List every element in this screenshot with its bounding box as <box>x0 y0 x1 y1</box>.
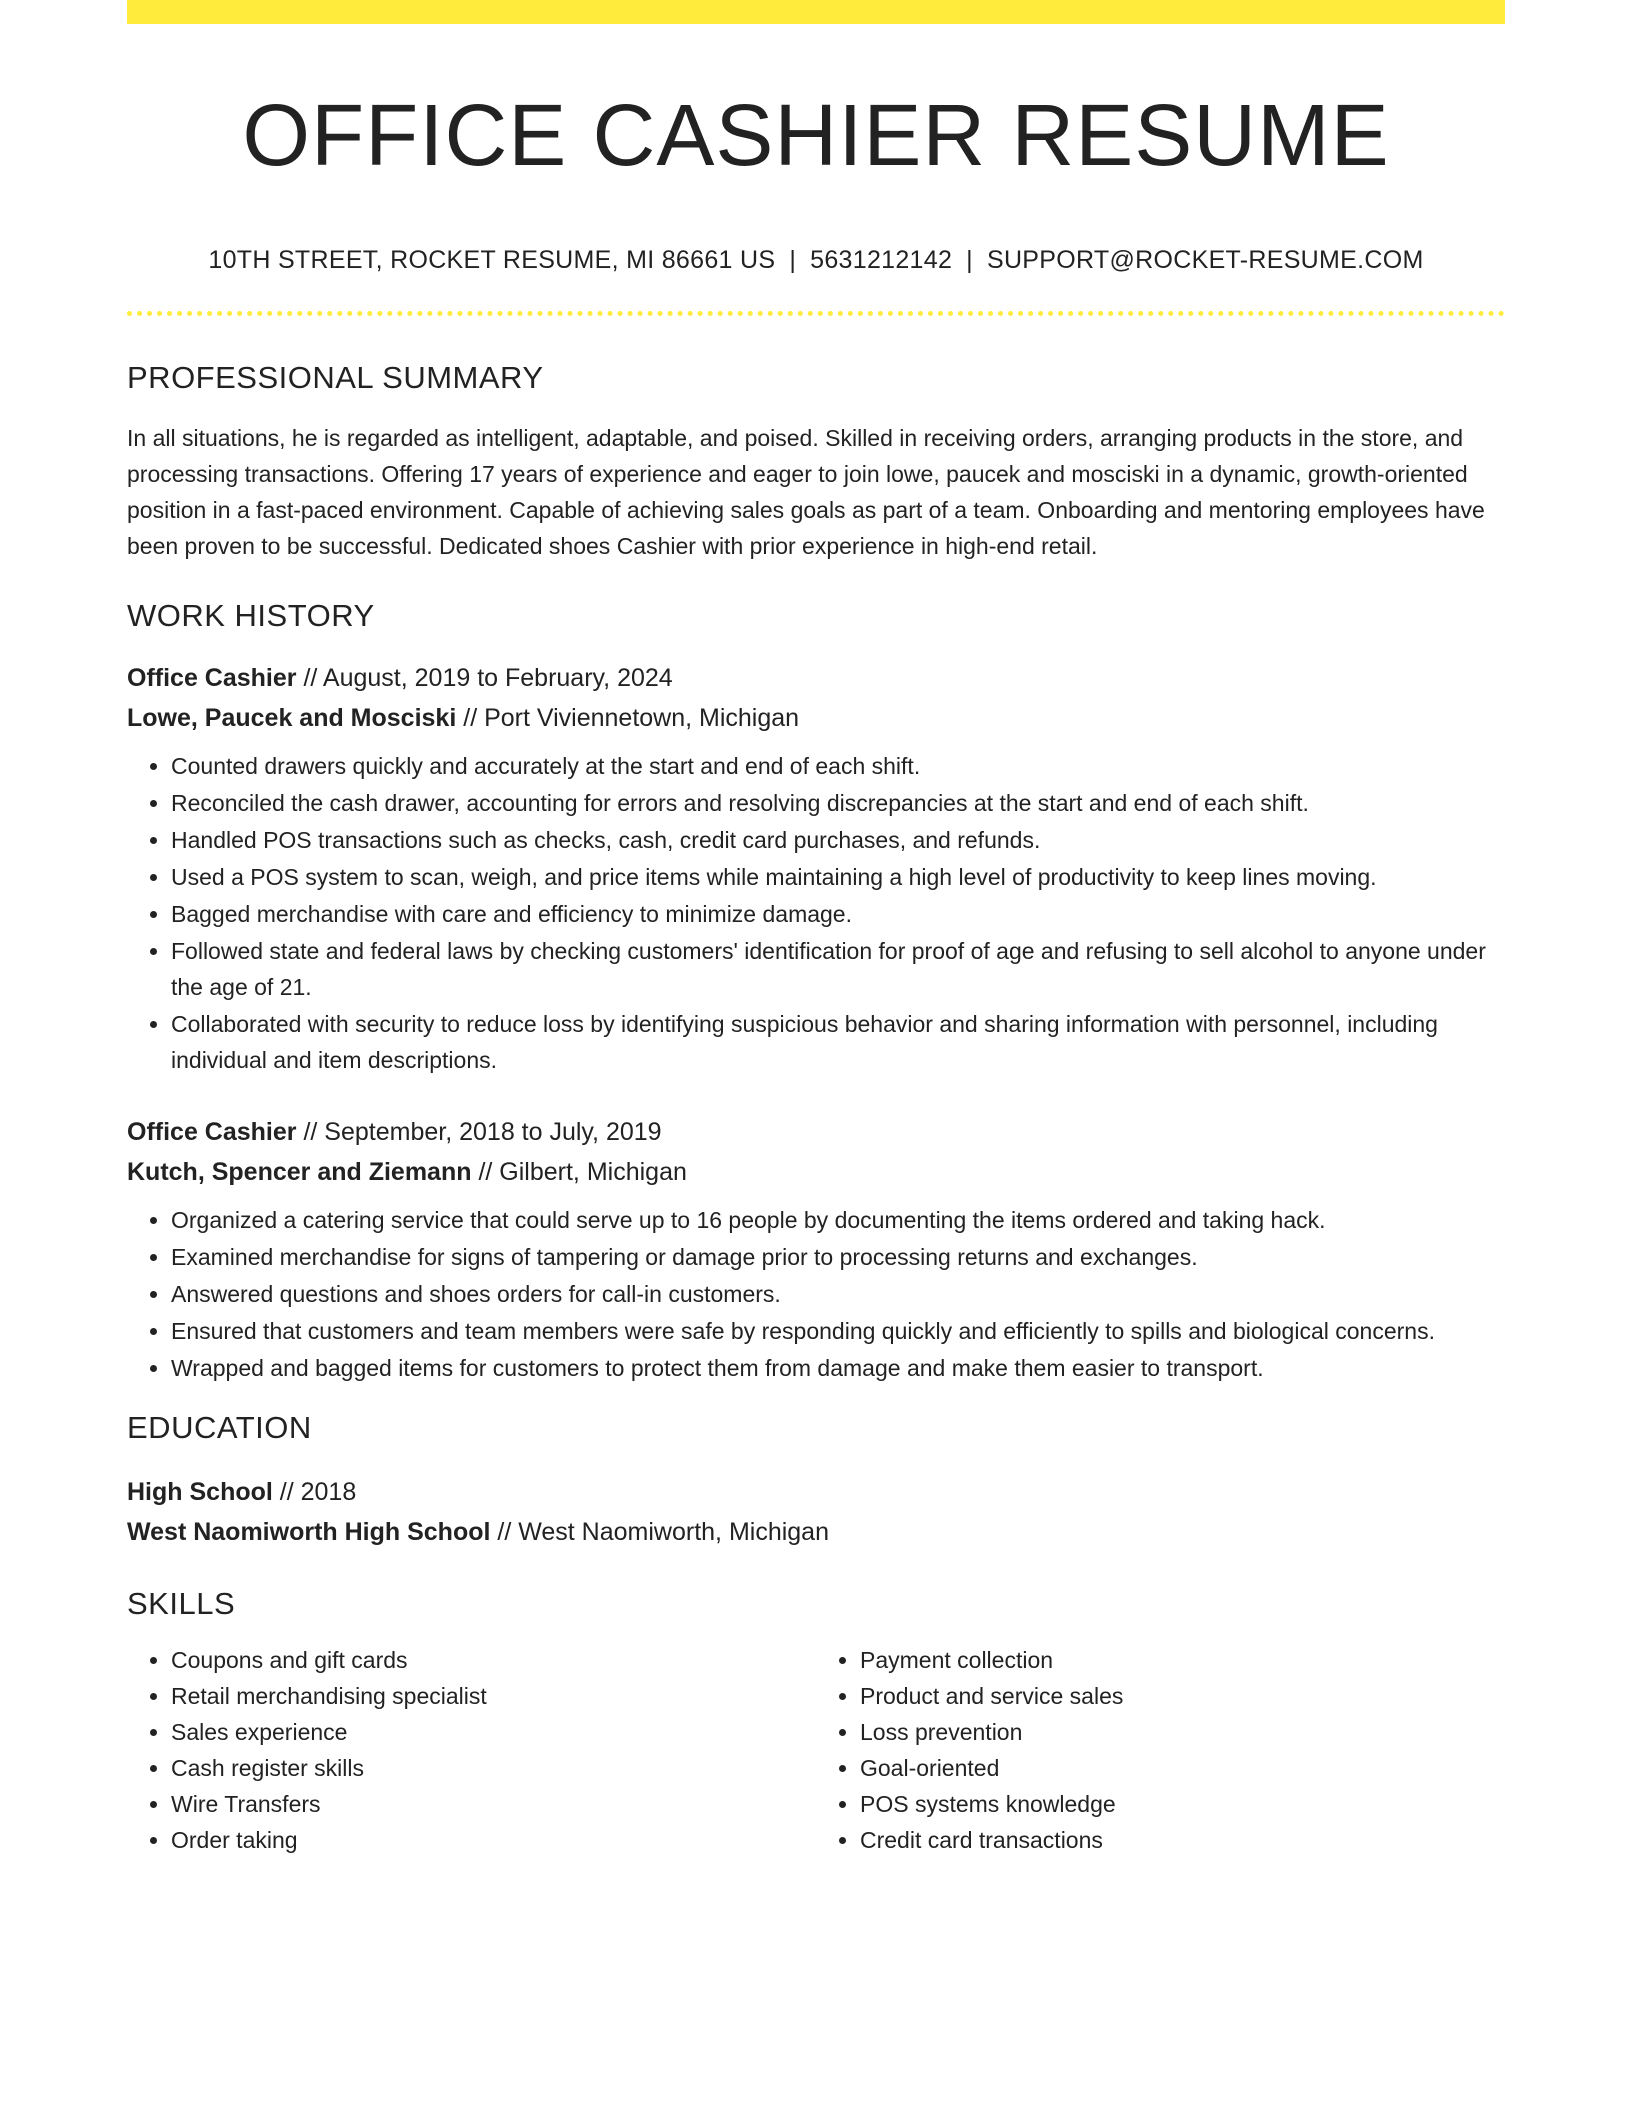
list-item: • Bagged merchandise with care and efficiency to minimize damage. <box>171 896 1505 932</box>
job-location: // Gilbert, Michigan <box>471 1158 687 1187</box>
job-location: // Port Viviennetown, Michigan <box>456 704 800 733</box>
contact-address: 10TH STREET, ROCKET RESUME, MI 86661 US <box>208 246 776 275</box>
list-item: • Counted drawers quickly and accurately at the start and end of each shift. <box>171 748 1505 784</box>
job-dates: // August, 2019 to February, 2024 <box>296 664 673 693</box>
resume-page <box>127 0 1505 1858</box>
job-company: Lowe, Paucek and Mosciski <box>127 704 457 733</box>
education-heading: EDUCATION <box>127 1410 312 1446</box>
skill-item: • Wire Transfers <box>171 1786 816 1822</box>
job-title: Office Cashier <box>127 664 297 693</box>
education-degree: High School <box>127 1478 273 1507</box>
contact-phone: 5631212142 <box>810 246 953 275</box>
skill-item: • Goal-oriented <box>860 1750 1505 1786</box>
job-company-line <box>127 1152 1505 1192</box>
list-item: • Collaborated with security to reduce loss by identifying suspicious behavior and sharing information with personnel, including individual and item descriptions. <box>171 1006 1505 1078</box>
skill-item: • POS systems knowledge <box>860 1786 1505 1822</box>
contact-separator: | <box>966 246 973 275</box>
list-item: • Followed state and federal laws by checking customers' identification for proof of age and refusing to sell alcohol to anyone under the age of 21. <box>171 933 1505 1005</box>
accent-bar <box>127 0 1505 24</box>
list-item: • Reconciled the cash drawer, accounting for errors and resolving discrepancies at the start and end of each shift. <box>171 785 1505 821</box>
list-item: • Wrapped and bagged items for customers to protect them from damage and make them easier to transport. <box>171 1350 1505 1386</box>
contact-separator: | <box>789 246 797 275</box>
education-year: // 2018 <box>272 1478 357 1507</box>
job-title-line <box>127 1112 1505 1152</box>
skill-item: • Order taking <box>171 1822 816 1858</box>
skills-list-left <box>127 1642 816 1858</box>
skill-item: • Product and service sales <box>860 1678 1505 1714</box>
education-entry <box>127 1472 1505 1552</box>
education-location: // West Naomiworth, Michigan <box>490 1518 829 1547</box>
list-item: • Answered questions and shoes orders for call-in customers. <box>171 1276 1505 1312</box>
job-company-line <box>127 698 1505 738</box>
work-history-heading: WORK HISTORY <box>127 598 375 634</box>
education-degree-line <box>127 1472 1505 1512</box>
job-company: Kutch, Spencer and Ziemann <box>127 1158 472 1187</box>
list-item: • Handled POS transactions such as checks, cash, credit card purchases, and refunds. <box>171 822 1505 858</box>
summary-text: In all situations, he is regarded as intelligent, adaptable, and poised. Skilled in receiving orders, arranging products in the store, and processing transactions. Offering 17 years of experience and eager to join lowe, paucek and mosciski in a dynamic, growth-oriented position in a fast-paced environment. Capable of achieving sales goals as part of a team. Onboarding and mentoring employees have been proven to be successful. Dedicated shoes Cashier with prior experience in high-end retail. <box>127 425 1485 560</box>
job-duties-list <box>127 1202 1505 1386</box>
job-entry <box>127 658 1505 1078</box>
skills-columns <box>127 1642 1505 1858</box>
list-item: • Used a POS system to scan, weigh, and price items while maintaining a high level of productivity to keep lines moving. <box>171 859 1505 895</box>
list-item: • Organized a catering service that could serve up to 16 people by documenting the items ordered and taking hack. <box>171 1202 1505 1238</box>
skill-item: • Loss prevention <box>860 1714 1505 1750</box>
resume-title: OFFICE CASHIER RESUME <box>242 87 1390 184</box>
job-duties-list <box>127 748 1505 1078</box>
skill-item: • Credit card transactions <box>860 1822 1505 1858</box>
list-item: • Ensured that customers and team members were safe by responding quickly and efficiently to spills and biological concerns. <box>171 1313 1505 1349</box>
job-dates: // September, 2018 to July, 2019 <box>296 1118 662 1147</box>
education-school: West Naomiworth High School <box>127 1518 491 1547</box>
education-school-line <box>127 1512 1505 1552</box>
contact-email: SUPPORT@ROCKET-RESUME.COM <box>986 246 1424 275</box>
contact-line <box>127 246 1505 275</box>
skill-item: • Coupons and gift cards <box>171 1642 816 1678</box>
skill-item: • Payment collection <box>860 1642 1505 1678</box>
list-item: • Examined merchandise for signs of tampering or damage prior to processing returns and exchanges. <box>171 1239 1505 1275</box>
skill-item: • Retail merchandising specialist <box>171 1678 816 1714</box>
job-title: Office Cashier <box>127 1118 297 1147</box>
dotted-divider <box>127 311 1505 316</box>
job-title-line <box>127 658 1505 698</box>
job-entry <box>127 1112 1505 1386</box>
skill-item: • Sales experience <box>171 1714 816 1750</box>
skills-heading: SKILLS <box>127 1586 236 1622</box>
skills-list-right <box>816 1642 1505 1858</box>
summary-heading: PROFESSIONAL SUMMARY <box>127 360 544 396</box>
skill-item: • Cash register skills <box>171 1750 816 1786</box>
